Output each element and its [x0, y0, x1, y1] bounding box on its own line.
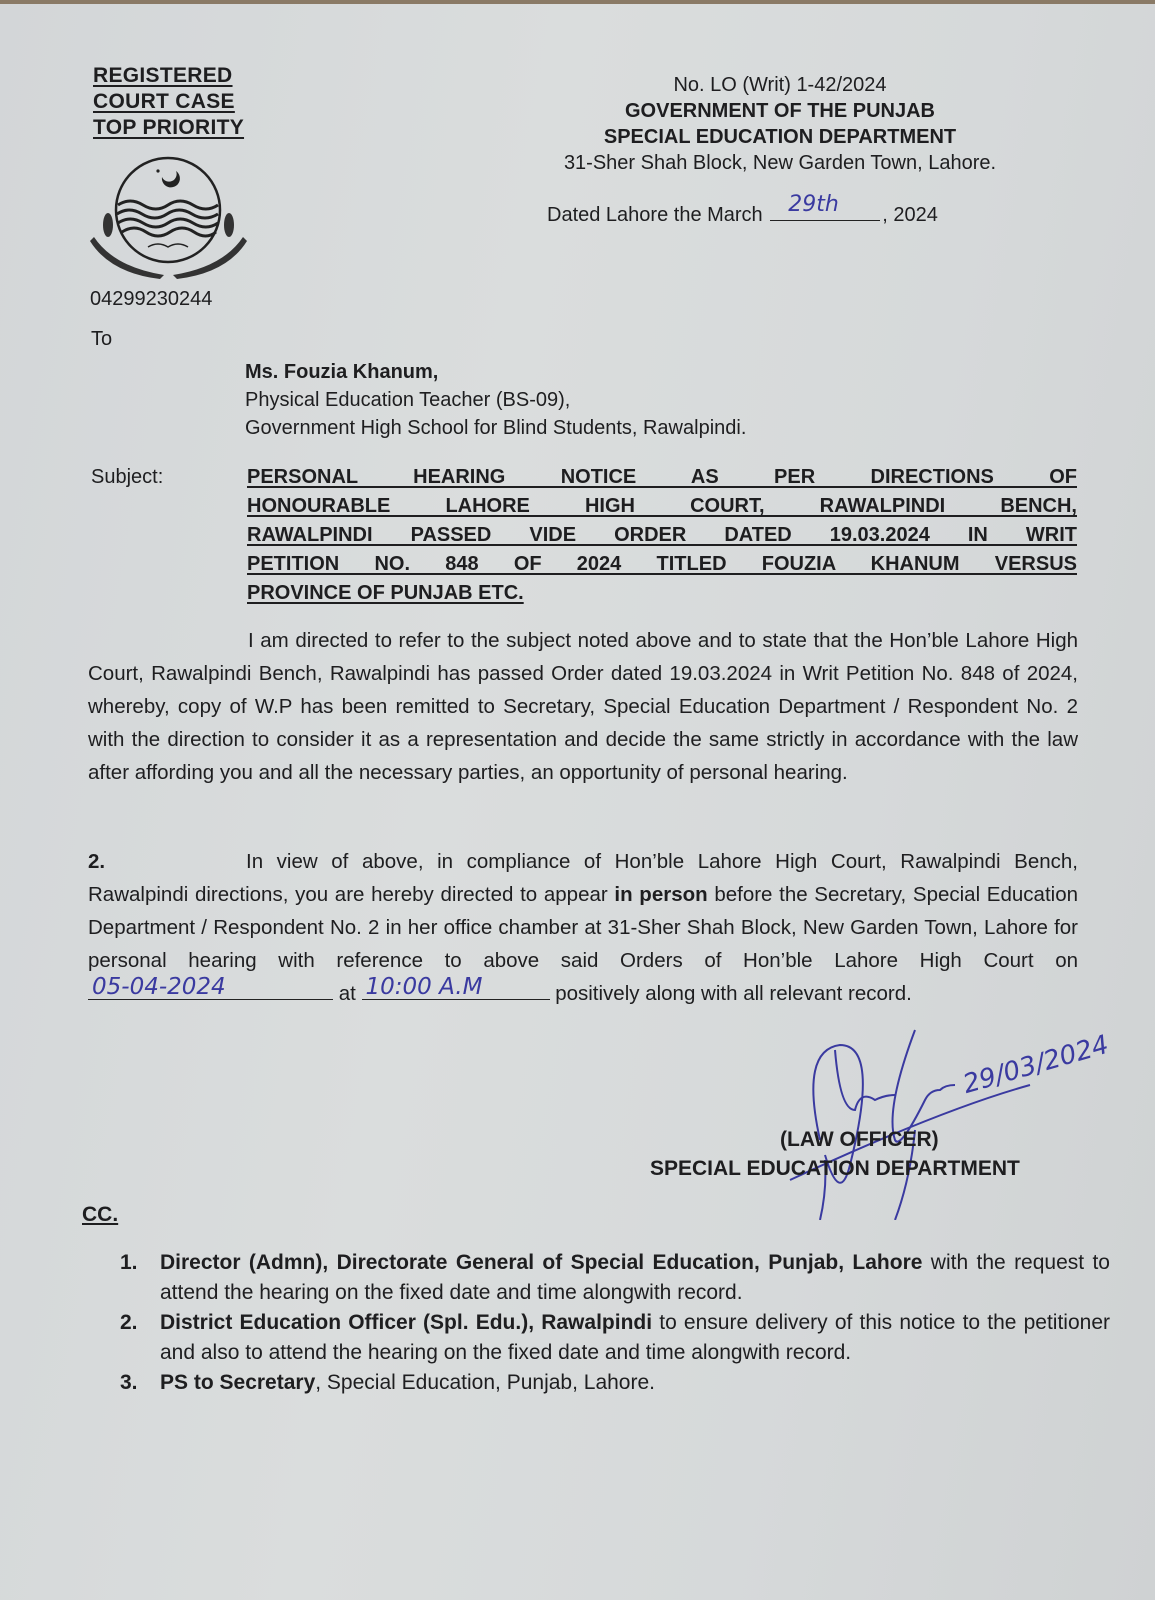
cc-item — [120, 1308, 1110, 1368]
paragraph-1 — [88, 624, 1078, 789]
handwritten-signature-date: 29/03/2024 — [959, 1029, 1113, 1100]
cc-label: CC. — [82, 1203, 119, 1226]
punjab-emblem-logo — [86, 155, 251, 280]
addressee-block — [245, 358, 746, 442]
date-prefix: Dated Lahore the March — [547, 204, 763, 226]
cc-item-number: 1. — [120, 1251, 138, 1274]
subject-line: PERSONAL HEARING NOTICE AS PER DIRECTIONS OF — [247, 466, 1077, 488]
paragraph-2 — [88, 845, 1078, 1010]
date-line — [547, 192, 938, 227]
cc-item-recipient: District Education Officer (Spl. Edu.), Rawalpindi — [160, 1311, 653, 1334]
department-title: SPECIAL EDUCATION DEPARTMENT — [603, 126, 957, 148]
hearing-time-blank — [362, 974, 550, 1000]
subject-line: RAWALPINDI PASSED VIDE ORDER DATED 19.03.2024 IN WRIT — [247, 524, 1077, 546]
addressee-name: Ms. Fouzia Khanum, — [245, 361, 439, 383]
letterhead — [500, 72, 1060, 176]
paragraph-2-text: In view of above, in compliance of Hon’ble Lahore High Court, Rawalpindi Bench, Rawalpindi directions, you are hereby directed to appear — [88, 850, 1078, 906]
handwritten-day: 29th — [788, 192, 839, 217]
cc-item-recipient: PS to Secretary — [160, 1371, 316, 1394]
signatory-department: SPECIAL EDUCATION DEPARTMENT — [650, 1157, 1020, 1180]
cc-list — [120, 1248, 1110, 1398]
to-label: To — [91, 328, 113, 350]
paragraph-2-text: before the Secretary, Special Education Department / Respondent No. 2 in her office chamber at 31-Sher Shah Block, New Garden Town, Lahore for personal hearing with reference to above said Orders of Hon’ble Lahore High Court on — [88, 883, 1078, 972]
cc-item — [120, 1368, 1110, 1398]
emphasis-in-person: in person — [614, 883, 708, 906]
cc-item-text: , Special Education, Punjab, Lahore. — [315, 1371, 655, 1394]
hearing-date-blank — [88, 974, 333, 1000]
cc-item-number: 3. — [120, 1371, 138, 1394]
phone-number: 04299230244 — [90, 288, 213, 310]
handwritten-hearing-date: 05-04-2024 — [92, 974, 226, 1000]
date-suffix: , 2024 — [882, 204, 938, 226]
addressee-institution: Government High School for Blind Students, Rawalpindi. — [245, 417, 747, 439]
subject-line: PETITION NO. 848 OF 2024 TITLED FOUZIA KHANUM VERSUS — [247, 553, 1077, 575]
signatory-title: (LAW OFFICER) — [780, 1128, 939, 1151]
cc-item-text: with the request to attend the hearing on the fixed date and time alongwith record. — [160, 1251, 1110, 1304]
paper-edge — [0, 0, 1155, 4]
subject-label: Subject: — [91, 466, 164, 488]
cc-item-number: 2. — [120, 1311, 138, 1334]
cc-item-text: to ensure delivery of this notice to the petitioner and also to attend the hearing on the fixed date and time alongwith record. — [160, 1311, 1110, 1364]
stamp-line: REGISTERED — [93, 64, 233, 87]
addressee-designation: Physical Education Teacher (BS-09), — [245, 389, 571, 411]
paragraph-number: 2. — [88, 850, 106, 873]
paragraph-1-text: I am directed to refer to the subject noted above and to state that the Hon’ble Lahore High Court, Rawalpindi Bench, Rawalpindi has passed Order dated 19.03.2024 in Writ Petition No. 848 of 2024, whereby, copy of W.P has been remitted to Secretary, Special Education Department / Respondent No. 2 with the direction to consider it as a representation and decide the same strictly in accordance with the law after affording you and all the necessary parties, an opportunity of personal hearing. — [88, 629, 1078, 784]
date-blank — [770, 192, 880, 221]
government-title: GOVERNMENT OF THE PUNJAB — [624, 100, 936, 122]
reference-number: No. LO (Writ) 1-42/2024 — [673, 74, 887, 96]
subject-text — [247, 463, 1077, 608]
paragraph-2-text: at — [333, 982, 356, 1005]
priority-stamp — [93, 63, 244, 141]
stamp-line: COURT CASE — [93, 90, 235, 113]
stamp-line: TOP PRIORITY — [93, 116, 245, 139]
handwritten-hearing-time: 10:00 A.M — [365, 974, 483, 1000]
department-address: 31-Sher Shah Block, New Garden Town, Lahore. — [563, 152, 997, 174]
subject-line: PROVINCE OF PUNJAB ETC. — [247, 582, 524, 604]
paragraph-2-text: positively along with all relevant record. — [549, 982, 912, 1005]
cc-item — [120, 1248, 1110, 1308]
cc-item-recipient: Director (Admn), Directorate General of Special Education, Punjab, Lahore — [160, 1251, 923, 1274]
subject-line: HONOURABLE LAHORE HIGH COURT, RAWALPINDI BENCH, — [247, 495, 1077, 517]
